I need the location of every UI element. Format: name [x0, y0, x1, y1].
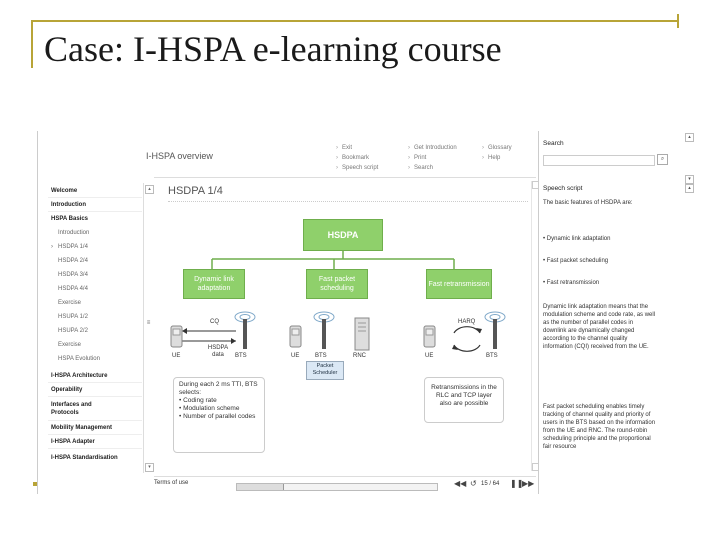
menu-search[interactable]: › Search [408, 165, 434, 171]
harq-label: HARQ [458, 319, 476, 325]
fast-scheduling-box: Fast packet scheduling [306, 269, 368, 299]
nav-operability[interactable]: Operability [51, 387, 83, 393]
course-progress-fill [237, 484, 284, 490]
hsdpa-box: HSDPA [303, 219, 383, 251]
speech-bullet: • Fast retransmission [543, 280, 600, 286]
bts-antenna-icon [313, 311, 335, 351]
nav-scroll-thumb-icon[interactable]: ≡ [146, 320, 151, 326]
nav-hsdpa-1[interactable]: HSDPA 1/4 [58, 244, 88, 250]
tti-info-title: During each 2 ms TTI, BTS selects: [179, 381, 258, 396]
replay-icon[interactable]: ↺ [470, 479, 477, 488]
nav-active-arrow: › [51, 244, 53, 250]
tti-info-item: • Number of parallel codes [179, 413, 256, 420]
nav-divider [48, 434, 142, 435]
search-label: Search [543, 140, 564, 147]
menu-bookmark[interactable]: › Bookmark [336, 155, 370, 161]
content-area [158, 177, 536, 477]
menu-column-2 [408, 143, 457, 173]
course-title: I-HSPA overview [146, 151, 213, 161]
search-scroll-down[interactable]: ▾ [685, 175, 694, 184]
rnc-label: RNC [353, 353, 366, 359]
elearning-screenshot [37, 131, 698, 494]
tti-info-item: • Coding rate [179, 397, 217, 404]
nav-interfaces-protocols[interactable]: Interfaces and Protocols [51, 402, 92, 416]
nav-divider [48, 211, 142, 212]
menu-get-introduction[interactable]: › Get Introduction [408, 145, 457, 151]
nav-hspa-basics[interactable]: HSPA Basics [51, 216, 89, 222]
bts-antenna-icon [484, 311, 506, 351]
player-controls [154, 476, 536, 494]
tti-info-box [173, 377, 265, 453]
cq-label: CQ [210, 319, 219, 325]
search-input[interactable] [543, 155, 655, 166]
search-scroll-up[interactable]: ▴ [685, 133, 694, 142]
phone-icon [423, 325, 437, 349]
dynamic-link-box: Dynamic link adaptation [183, 269, 245, 299]
nav-hsdpa-4[interactable]: HSDPA 4/4 [58, 286, 88, 292]
course-progress-bar[interactable] [236, 483, 438, 491]
nav-hsupa-2[interactable]: HSUPA 2/2 [58, 328, 88, 334]
phone-icon [170, 325, 184, 349]
slide-left-rule [31, 22, 33, 68]
speech-script-label: Speech script [543, 185, 583, 192]
nav-divider [48, 396, 142, 397]
menu-exit[interactable]: › Exit [336, 145, 353, 151]
nav-divider [48, 420, 142, 421]
slide-title: Case: I-HSPA e-learning course [44, 29, 502, 69]
nav-divider [48, 197, 142, 198]
speech-paragraph: Dynamic link adaptation means that the modulation scheme and code rate, as well as the number of parallel codes in downlink are dynamically changed according to the channel quality information (CQI) received from the UE. [543, 304, 656, 350]
nav-ihspa-architecture[interactable]: I-HSPA Architecture [51, 373, 108, 379]
nav-scrollbar[interactable] [143, 183, 153, 473]
previous-page-icon[interactable]: ◀◀ [454, 479, 467, 488]
speech-paragraph: The basic features of HSDPA are: [543, 200, 633, 206]
speech-bullet: • Dynamic link adaptation [543, 236, 611, 242]
course-navigation [38, 177, 154, 477]
retransmission-info-box: Retransmissions in the RLC and TCP layer also are possible [424, 377, 504, 423]
nav-hspa-evolution[interactable]: HSPA Evolution [58, 356, 100, 362]
nav-exercise-1[interactable]: Exercise [58, 300, 82, 306]
nav-hsdpa-2[interactable]: HSDPA 2/4 [58, 258, 88, 264]
speech-bullet: • Fast packet scheduling [543, 258, 609, 264]
bts-antenna-icon [234, 311, 256, 351]
nav-exercise-2[interactable]: Exercise [58, 342, 82, 348]
nav-scroll-down[interactable]: ▾ [145, 463, 154, 472]
pause-icon[interactable]: ❚❚ [510, 479, 524, 488]
page-title: HSDPA 1/4 [168, 185, 223, 197]
bts-label: BTS [315, 353, 327, 359]
menu-speech-script[interactable]: › Speech script [336, 165, 379, 171]
ue-label: UE [172, 353, 181, 359]
nav-basics-introduction[interactable]: Introduction [58, 230, 90, 236]
slide-top-rule [31, 20, 677, 22]
rnc-server-icon [353, 317, 371, 351]
course-header [38, 131, 536, 178]
ue-label: UE [425, 353, 434, 359]
packet-scheduler: Packet Scheduler [306, 361, 344, 380]
page-counter: 15 / 64 [481, 481, 500, 487]
nav-scroll-up[interactable]: ▴ [145, 185, 154, 194]
speech-scroll-up[interactable]: ▴ [685, 184, 694, 193]
nav-divider [48, 382, 142, 383]
fast-retransmission-box: Fast retransmission [426, 269, 492, 299]
search-icon[interactable]: ⌕ [657, 154, 668, 165]
nav-hsupa-1[interactable]: HSUPA 1/2 [58, 314, 88, 320]
next-page-icon[interactable]: ▶▶ [522, 479, 535, 488]
content-scrollbar[interactable] [531, 181, 537, 471]
slide-corner-tick [677, 14, 679, 28]
nav-divider [48, 448, 142, 449]
bts-label: BTS [235, 353, 247, 359]
nav-ihspa-standardisation[interactable]: I-HSPA Standardisation [51, 455, 118, 461]
bts-label: BTS [486, 353, 498, 359]
nav-mobility-management[interactable]: Mobility Management [51, 425, 113, 431]
side-panel [538, 131, 698, 494]
ue-label: UE [291, 353, 300, 359]
speech-paragraph: Fast packet scheduling enables timely tracking of channel quality and priority of users in the BTS based on the information from the UE and RNC. The round-robin scheduling principle and the proportional fair resource [543, 404, 656, 450]
nav-ihspa-adapter[interactable]: I-HSPA Adapter [51, 439, 95, 445]
menu-glossary[interactable]: › Glossary [482, 145, 512, 151]
menu-column-1 [336, 143, 378, 173]
nav-hsdpa-3[interactable]: HSDPA 3/4 [58, 272, 88, 278]
phone-icon [289, 325, 303, 349]
menu-print[interactable]: › Print [408, 155, 427, 161]
menu-help[interactable]: › Help [482, 155, 501, 161]
nav-welcome[interactable]: Welcome [51, 188, 78, 194]
tti-info-item: • Modulation scheme [179, 405, 240, 412]
hsdpa-data-label: HSDPA data [207, 345, 229, 358]
terms-of-use-link[interactable]: Terms of use [154, 480, 189, 486]
nav-introduction[interactable]: Introduction [51, 202, 86, 208]
menu-column-3 [482, 143, 512, 163]
